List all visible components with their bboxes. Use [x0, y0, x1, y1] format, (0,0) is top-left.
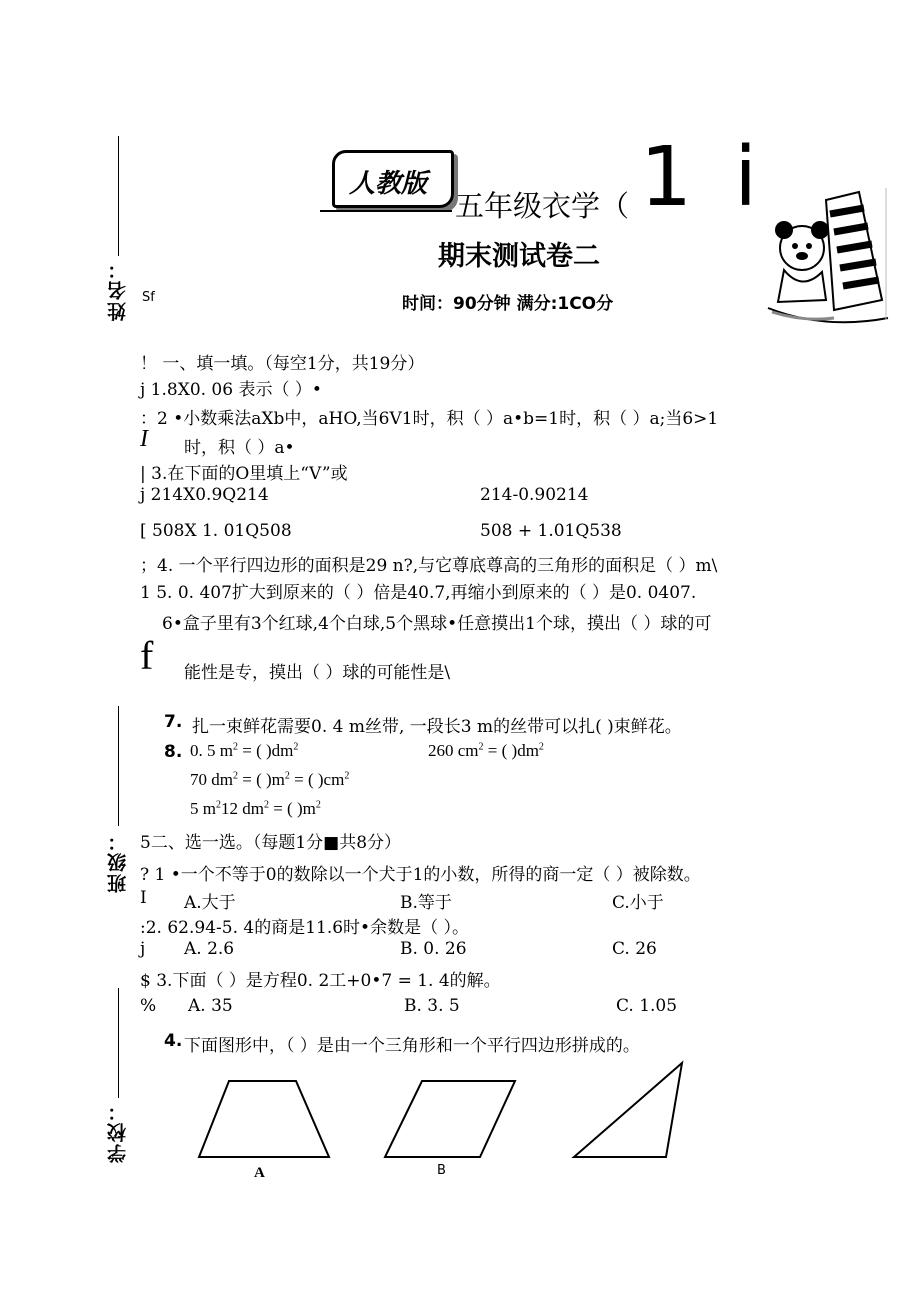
question-2-3: $ 3.下面（ ）是方程0. 2工+0•7 = 1. 4的解。 — [140, 971, 501, 991]
superscript: 2 — [315, 799, 321, 811]
binding-line-bottom — [118, 988, 119, 1098]
superscript: 2 — [344, 770, 350, 782]
question-1-4: ；4. 一个平行四边形的面积是29 n?,与它尊底尊高的三角形的面积足（ ）m\ — [140, 556, 718, 576]
figure-label-a: A — [254, 1165, 265, 1181]
conversion-3-part: = ( )m — [237, 770, 285, 789]
question-1-2-cont: 时，积（ ）a• — [184, 438, 295, 458]
question-1-7: 扎一束鲜花需要0. 4 m丝带, 一段长3 m的丝带可以扎( )束鲜花。 — [192, 717, 682, 737]
school-label: 学校： — [107, 1100, 129, 1163]
margin-mark: f — [140, 633, 154, 678]
page-title: 五年级衣学（ — [455, 189, 630, 223]
question-2-2: :2. 62.94-5. 4的商是11.6时•余数是（ ）。 — [140, 918, 469, 938]
compare-1a: j 214X0.9Q214 — [140, 485, 269, 505]
conversion-2-part: = ( )dm — [483, 741, 539, 760]
margin-mark: % — [140, 996, 157, 1016]
page-subtitle: 期末测试卷二 — [438, 241, 600, 272]
conversion-4-part: 5 m — [190, 799, 216, 818]
option-2-1-b: B.等于 — [400, 893, 452, 913]
compare-1b: 214-0.90214 — [480, 485, 589, 505]
question-1-3: | 3.在下面的O里填上“V”或 — [140, 464, 348, 484]
option-2-2-c: C. 26 — [612, 939, 657, 959]
conversion-1 — [190, 741, 298, 761]
superscript: 2 — [478, 741, 484, 753]
option-2-2-a: A. 2.6 — [184, 939, 235, 959]
figure-triangle — [570, 1060, 686, 1160]
option-2-3-b: B. 3. 5 — [404, 996, 460, 1016]
margin-mark: I — [140, 888, 147, 908]
conversion-3 — [190, 770, 349, 790]
conversion-2-part: 260 cm — [428, 741, 479, 760]
conversion-4-part: = ( )m — [268, 799, 316, 818]
question-1-6-cont: 能性是专，摸出（ ）球的可能性是\ — [184, 663, 451, 683]
question-1-1: j 1.8X0. 06 表示（ ）• — [140, 380, 322, 400]
binding-line-middle — [118, 706, 119, 826]
question-1-7-number: 7. — [164, 712, 183, 732]
margin-mark: I — [140, 426, 148, 452]
superscript: 2 — [263, 799, 269, 811]
superscript: 2 — [215, 799, 221, 811]
compare-2a: [ 508X 1. 01Q508 — [140, 521, 292, 541]
conversion-3-part: 70 dm — [190, 770, 233, 789]
option-2-3-c: C. 1.05 — [616, 996, 678, 1016]
conversion-2 — [428, 741, 544, 761]
conversion-1-part: 0. 5 m — [190, 741, 233, 760]
superscript: 2 — [293, 741, 299, 753]
section2-heading: 5二、选一选。（每题1分■共8分） — [140, 833, 402, 853]
edition-badge — [332, 150, 454, 208]
option-2-3-a: A. 35 — [188, 996, 233, 1016]
conversion-3-part: = ( )cm — [289, 770, 345, 789]
superscript: 2 — [232, 770, 238, 782]
question-2-1: ? 1 •一个不等于0的数除以一个犬于1的小数，所得的商一定（ ）被除数。 — [140, 865, 701, 885]
compare-2b: 508 + 1.01Q538 — [480, 521, 622, 541]
option-2-1-a: A.大于 — [184, 893, 236, 913]
superscript: 2 — [538, 741, 544, 753]
binding-line-top — [118, 136, 119, 256]
title-large-glyph: 1 i — [640, 130, 766, 225]
section1-heading: ！ 一、填一填。（每空1分，共19分） — [140, 354, 425, 374]
edition-badge-text: 人教版 — [349, 169, 428, 199]
badge-underline — [320, 210, 452, 212]
conversion-4-part: 12 dm — [220, 799, 264, 818]
superscript: 2 — [232, 741, 238, 753]
margin-mark: j — [140, 939, 146, 959]
superscript: 2 — [284, 770, 290, 782]
margin-mark: Sf — [142, 290, 155, 305]
question-1-6: 6•盒子里有3个红球,4个白球,5个黑球•任意摸出1个球，摸出（ ）球的可 — [162, 614, 712, 634]
question-1-8-number: 8. — [164, 742, 183, 762]
option-2-1-c: C.小于 — [612, 893, 664, 913]
figure-trapezoid — [196, 1078, 332, 1160]
conversion-1-part: = ( )dm — [237, 741, 294, 760]
option-2-2-b: B. 0. 26 — [400, 939, 467, 959]
time-score-info: 时间：90分钟 满分:1CO分 — [402, 294, 614, 314]
mascot-illustration — [764, 180, 894, 330]
conversion-4 — [190, 799, 321, 819]
question-2-4: 下面图形中，（ ）是由一个三角形和一个平行四边形拼成的。 — [184, 1036, 640, 1056]
figure-parallelogram — [382, 1078, 518, 1160]
question-1-5: 1 5. 0. 407扩大到原来的（ ）倍是40.7,再缩小到原来的（ ）是0. 0407. — [140, 583, 697, 603]
figure-label-b: B — [437, 1163, 446, 1178]
question-2-4-number: 4. — [164, 1031, 183, 1051]
class-label: 班级： — [107, 830, 129, 893]
name-label: 姓名： — [107, 258, 129, 321]
question-1-2: ：2 •小数乘法aXb中，aHO,当6V1时，积（ ）a•b=1时，积（ ）a;当6>1 — [140, 409, 719, 429]
